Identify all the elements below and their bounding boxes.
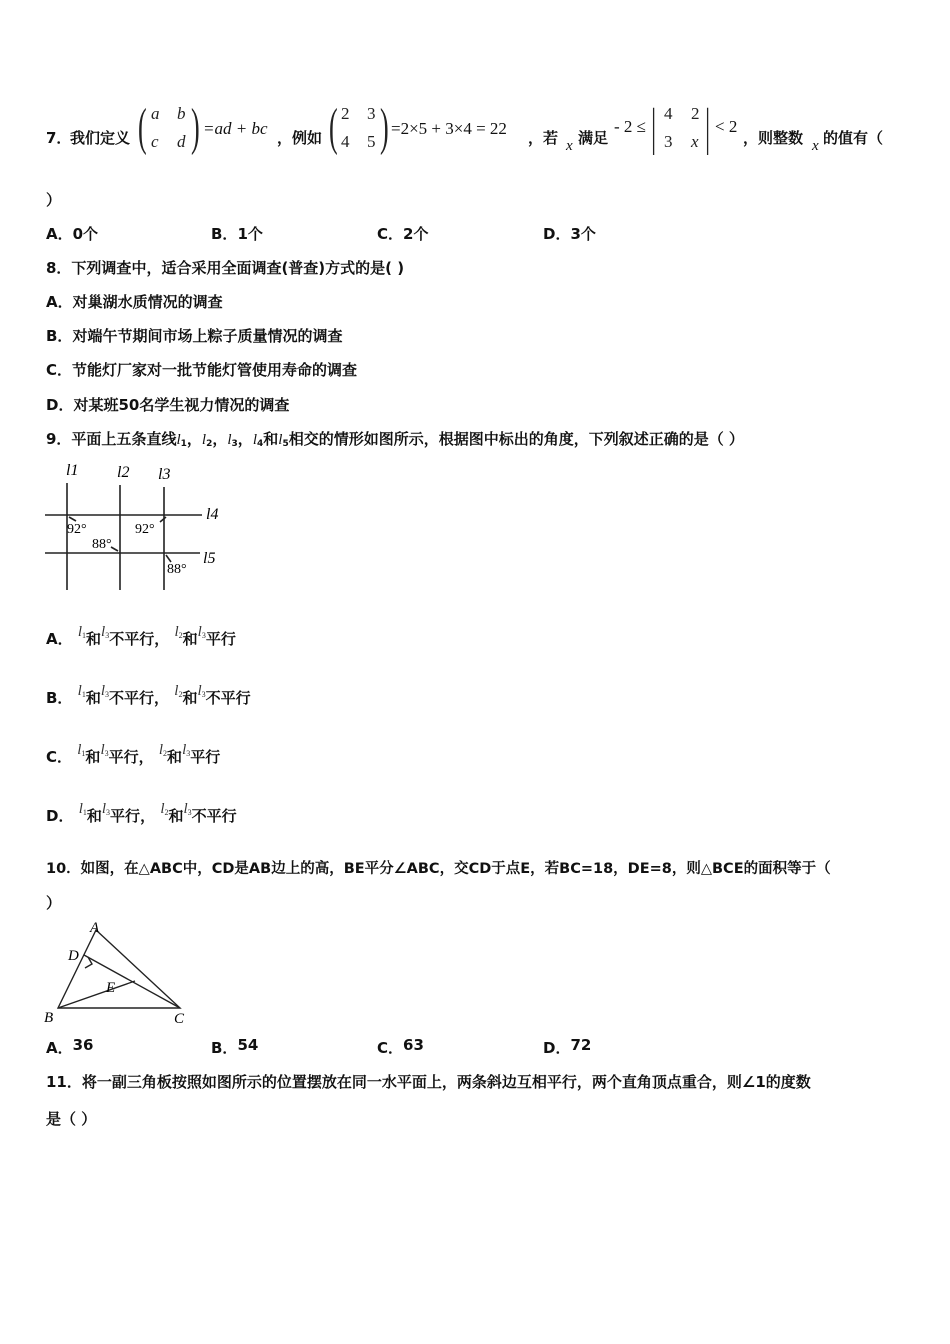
q7-option-c: C．2个 xyxy=(377,225,429,243)
fig-label-l3: l3 xyxy=(158,466,171,483)
q10-option-a: A．36 xyxy=(46,1036,94,1057)
q7-close-paren: ） xyxy=(46,191,62,209)
q7-option-b: B．1个 xyxy=(211,225,263,243)
q9-option-c: C． $l_1$和$l_3$平行， $l_2$和$l_3$平行 xyxy=(46,742,221,766)
fig-angle-92-right: 92° xyxy=(135,522,155,537)
q10-stem-line1: 10．如图，在△ABC中，CD是AB边上的高，BE平分∠ABC，交CD于点E，若BC=18，DE=8，则△BCE的面积等于（ xyxy=(46,861,831,877)
matrix-cell-c: c xyxy=(151,132,159,151)
angle-mark-1 xyxy=(69,517,76,521)
matrix-cell-a: a xyxy=(151,104,160,123)
q7-ineq-left: - 2 ≤ xyxy=(614,117,646,136)
fig-label-c: C xyxy=(174,1011,185,1027)
q11-stem-line1: 11．将一副三角板按照如图所示的位置摆放在同一水平面上，两条斜边互相平行，两个直角顶点重合，则∠1的度数 xyxy=(46,1073,811,1091)
q8-option-d: D．对某班50名学生视力情况的调查 xyxy=(46,396,290,414)
example-cell-1: 2 xyxy=(341,104,350,123)
q7-option-d: D．3个 xyxy=(543,225,596,243)
q7-var-x: x xyxy=(566,138,573,154)
q8-stem: 8．下列调查中，适合采用全面调查(普查)方式的是( ) xyxy=(46,259,405,277)
cond-cell-2: 2 xyxy=(691,104,700,123)
cond-cell-3: 3 xyxy=(664,132,673,151)
fig-label-e: E xyxy=(106,980,116,996)
angle-mark-3 xyxy=(160,517,166,522)
angle-mark-2 xyxy=(111,547,118,551)
q7-number: 7． xyxy=(46,129,72,147)
q8-option-a: A．对巢湖水质情况的调查 xyxy=(46,293,223,311)
q8-option-c: C．节能灯厂家对一批节能灯管使用寿命的调查 xyxy=(46,361,358,379)
matrix-cell-d: d xyxy=(177,132,186,151)
q7-text-satisfy: 满足 xyxy=(578,129,609,147)
fig-label-l4: l4 xyxy=(206,506,219,523)
cond-cell-1: 4 xyxy=(664,104,673,123)
fig-label-b: B xyxy=(44,1010,54,1026)
fig-label-l5: l5 xyxy=(203,550,216,567)
q7-option-a: A．0个 xyxy=(46,225,99,243)
fig-angle-88-right: 88° xyxy=(167,562,187,577)
q7-text-example: ，例如 xyxy=(277,129,323,147)
fig-angle-92-left: 92° xyxy=(67,522,87,537)
q10-figure xyxy=(40,918,200,1030)
example-cell-2: 3 xyxy=(367,104,376,123)
q7-def-result: =ad + bc xyxy=(203,119,268,138)
q10-stem-line2: ） xyxy=(46,894,62,912)
q8-option-b: B．对端午节期间市场上粽子质量情况的调查 xyxy=(46,327,343,345)
fig-label-l1: l1 xyxy=(66,462,79,479)
q9-stem: 9．平面上五条直线$l_1$，$l_2$，$l_3$，$l_4$和$l_5$相交的情形如图所示，根据图中标出的角度，下列叙述正确的是（ ） xyxy=(46,430,744,449)
cond-cell-4: x xyxy=(691,132,699,151)
fig-label-a: A xyxy=(90,920,100,936)
q10-option-d: D．72 xyxy=(543,1036,592,1057)
q11-stem-line2: 是（ ） xyxy=(46,1110,97,1128)
angle-mark-4 xyxy=(166,555,171,562)
example-cell-3: 4 xyxy=(341,132,350,151)
q10-option-b: B．54 xyxy=(211,1036,259,1057)
q7-text-value: 的值有（ xyxy=(823,129,884,147)
q7-ineq-right: < 2 xyxy=(715,117,738,136)
triangle-abc xyxy=(58,930,180,1008)
fig-label-d: D xyxy=(68,948,79,964)
q7-text-define: 我们定义 xyxy=(70,129,131,147)
matrix-cell-b: b xyxy=(177,104,186,123)
fig-label-l2: l2 xyxy=(117,464,130,481)
q7-text-then: ，则整数 xyxy=(743,129,804,147)
example-cell-4: 5 xyxy=(367,132,376,151)
q9-option-a: A． $l_1$和$l_3$不平行， $l_2$和$l_3$平行 xyxy=(46,624,236,648)
q7-text-if: ，若 xyxy=(528,129,559,147)
q7-example-result: =2×5 + 3×4 = 22 xyxy=(391,119,507,138)
q10-option-c: C．63 xyxy=(377,1036,424,1057)
fig-angle-88-left: 88° xyxy=(92,537,112,552)
q7-var-x-2: x xyxy=(812,138,819,154)
q9-option-b: B． $l_1$和$l_3$不平行， $l_2$和$l_3$不平行 xyxy=(46,683,251,707)
q9-figure xyxy=(40,455,240,595)
q9-option-d: D． $l_1$和$l_3$平行， $l_2$和$l_3$不平行 xyxy=(46,801,237,825)
